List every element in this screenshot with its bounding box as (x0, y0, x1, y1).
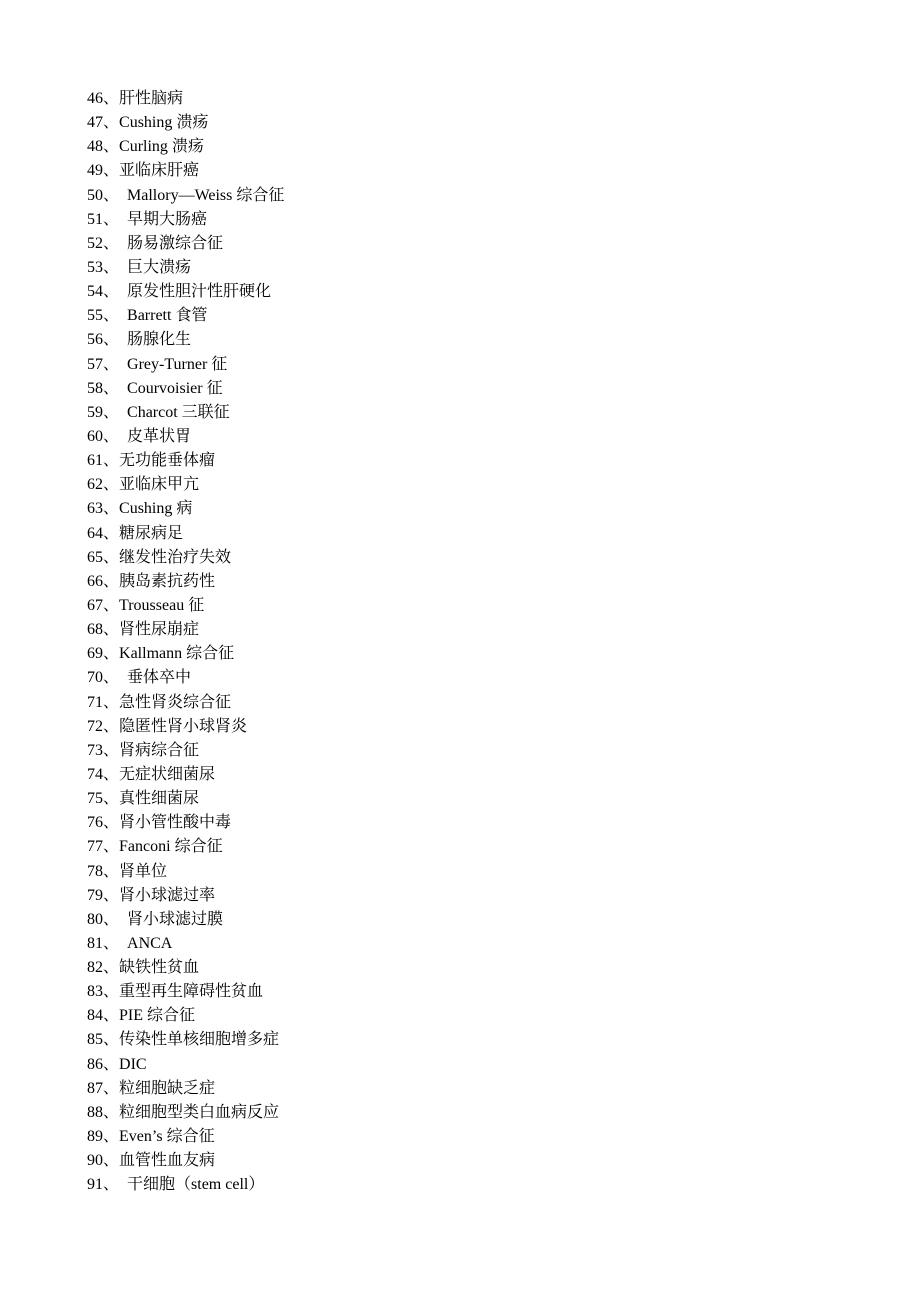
term-separator: 、 (103, 210, 120, 228)
list-item (87, 1149, 284, 1173)
term-text: 原发性胆汁性肝硬化 (127, 283, 272, 301)
list-item (87, 377, 284, 401)
term-text: 重型再生障碍性贫血 (119, 983, 264, 1001)
term-text: 糖尿病足 (119, 524, 184, 542)
term-number: 83 (87, 983, 103, 1001)
term-separator: 、 (103, 138, 120, 156)
term-separator: 、 (103, 1007, 120, 1025)
term-separator: 、 (103, 959, 120, 977)
term-text: Cushing 溃疡 (119, 114, 209, 132)
term-separator: 、 (103, 1176, 120, 1194)
list-item (87, 715, 284, 739)
term-text: 血管性血友病 (119, 1152, 216, 1170)
term-separator: 、 (103, 162, 120, 180)
list-item (87, 401, 284, 425)
term-separator: 、 (103, 90, 120, 107)
term-separator: 、 (103, 283, 120, 301)
list-item (87, 208, 284, 232)
term-number: 53 (87, 258, 103, 276)
term-text: 肾病综合征 (119, 741, 200, 759)
term-number: 80 (87, 910, 103, 928)
term-separator: 、 (103, 1079, 120, 1097)
term-separator: 、 (103, 114, 120, 132)
term-number: 88 (87, 1103, 103, 1121)
term-number: 57 (87, 355, 103, 373)
term-separator: 、 (103, 1055, 120, 1073)
term-text: 继发性治疗失效 (119, 548, 232, 566)
term-text: 无功能垂体瘤 (119, 452, 216, 470)
term-text: 无症状细菌尿 (119, 765, 216, 783)
list-item (87, 666, 284, 690)
term-number: 52 (87, 234, 103, 252)
term-text: 早期大肠癌 (127, 210, 208, 228)
term-text: PIE 综合征 (119, 1007, 196, 1025)
term-text: 传染性单核细胞增多症 (119, 1031, 280, 1049)
term-separator: 、 (103, 331, 120, 349)
term-number: 59 (87, 403, 103, 421)
term-text: 亚临床肝癌 (119, 162, 200, 180)
term-separator: 、 (103, 355, 120, 373)
term-text: Trousseau 征 (119, 596, 205, 614)
term-number: 60 (87, 427, 103, 445)
list-item (87, 570, 284, 594)
term-separator: 、 (103, 645, 120, 663)
term-number: 46 (87, 90, 103, 107)
term-separator: 、 (103, 693, 120, 711)
list-item (87, 835, 284, 859)
list-item (87, 497, 284, 521)
term-separator: 、 (103, 741, 120, 759)
term-separator: 、 (103, 838, 120, 856)
term-separator: 、 (103, 814, 120, 832)
list-item (87, 980, 284, 1004)
term-number: 85 (87, 1031, 103, 1049)
term-separator: 、 (103, 886, 120, 904)
list-item (87, 184, 284, 208)
term-text: Grey-Turner 征 (127, 355, 228, 373)
term-number: 49 (87, 162, 103, 180)
term-number: 77 (87, 838, 103, 856)
term-separator: 、 (103, 717, 120, 735)
term-separator: 、 (103, 910, 120, 928)
list-item (87, 763, 284, 787)
term-number: 62 (87, 476, 103, 494)
list-item (87, 594, 284, 618)
term-number: 67 (87, 596, 103, 614)
list-item (87, 860, 284, 884)
term-number: 81 (87, 934, 103, 952)
list-item (87, 956, 284, 980)
term-number: 54 (87, 283, 103, 301)
term-number: 72 (87, 717, 103, 735)
term-separator: 、 (103, 427, 120, 445)
term-separator: 、 (103, 1128, 120, 1146)
term-text: Even’s 综合征 (119, 1128, 215, 1146)
term-separator: 、 (103, 862, 120, 880)
term-separator: 、 (103, 307, 120, 325)
list-item (87, 159, 284, 183)
term-text: 隐匿性肾小球肾炎 (119, 717, 248, 735)
term-text: 粒细胞缺乏症 (119, 1079, 216, 1097)
term-separator: 、 (103, 765, 120, 783)
term-separator: 、 (103, 983, 120, 1001)
term-number: 78 (87, 862, 103, 880)
term-number: 90 (87, 1152, 103, 1170)
term-separator: 、 (103, 621, 120, 639)
list-item (87, 739, 284, 763)
term-number: 76 (87, 814, 103, 832)
term-text: 亚临床甲亢 (119, 476, 200, 494)
term-separator: 、 (103, 524, 120, 542)
term-separator: 、 (103, 186, 120, 204)
term-text: 急性肾炎综合征 (119, 693, 232, 711)
list-item (87, 908, 284, 932)
term-number: 71 (87, 693, 103, 711)
list-item (87, 256, 284, 280)
term-text: 巨大溃疡 (127, 258, 192, 276)
list-item (87, 1077, 284, 1101)
term-text: 缺铁性贫血 (119, 959, 200, 977)
term-number: 89 (87, 1128, 103, 1146)
term-text: 肾小管性酸中毒 (119, 814, 232, 832)
term-separator: 、 (103, 572, 120, 590)
term-separator: 、 (103, 452, 120, 470)
list-item (87, 111, 284, 135)
term-separator: 、 (103, 596, 120, 614)
term-separator: 、 (103, 1152, 120, 1170)
list-item (87, 425, 284, 449)
term-text: 皮革状胃 (127, 427, 192, 445)
list-item (87, 811, 284, 835)
term-text: Kallmann 综合征 (119, 645, 235, 663)
term-separator: 、 (103, 548, 120, 566)
list-item (87, 691, 284, 715)
term-separator: 、 (103, 379, 120, 397)
term-text: 肾单位 (119, 862, 168, 880)
term-number: 79 (87, 886, 103, 904)
term-text: Barrett 食管 (127, 307, 208, 325)
term-number: 74 (87, 765, 103, 783)
term-number: 63 (87, 500, 103, 518)
term-number: 58 (87, 379, 103, 397)
term-text: Mallory—Weiss 综合征 (127, 186, 285, 204)
list-item (87, 328, 284, 352)
term-separator: 、 (103, 403, 120, 421)
term-number: 73 (87, 741, 103, 759)
term-text: 胰岛素抗药性 (119, 572, 216, 590)
term-text: Courvoisier 征 (127, 379, 223, 397)
list-item (87, 87, 284, 111)
list-item (87, 1004, 284, 1028)
list-item (87, 1173, 284, 1197)
list-item (87, 1053, 284, 1077)
term-text: ANCA (127, 934, 173, 952)
term-number: 69 (87, 645, 103, 663)
list-item (87, 884, 284, 908)
term-text: Cushing 病 (119, 500, 193, 518)
term-number: 64 (87, 524, 103, 542)
term-separator: 、 (103, 500, 120, 518)
term-text: 粒细胞型类白血病反应 (119, 1103, 280, 1121)
term-number: 65 (87, 548, 103, 566)
term-text: 肠腺化生 (127, 331, 192, 349)
term-separator: 、 (103, 476, 120, 494)
term-number: 55 (87, 307, 103, 325)
term-separator: 、 (103, 234, 120, 252)
list-item (87, 304, 284, 328)
list-item (87, 232, 284, 256)
list-item (87, 642, 284, 666)
list-item (87, 280, 284, 304)
list-item (87, 787, 284, 811)
list-item (87, 932, 284, 956)
term-number: 82 (87, 959, 103, 977)
term-separator: 、 (103, 1031, 120, 1049)
list-item (87, 522, 284, 546)
term-text: 肾性尿崩症 (119, 621, 200, 639)
list-item (87, 135, 284, 159)
term-text: Curling 溃疡 (119, 138, 204, 156)
list-item (87, 473, 284, 497)
term-separator: 、 (103, 1103, 120, 1121)
term-text: 肾小球滤过膜 (127, 910, 224, 928)
term-number: 48 (87, 138, 103, 156)
term-number: 66 (87, 572, 103, 590)
term-separator: 、 (103, 790, 120, 808)
term-number: 47 (87, 114, 103, 132)
term-number: 75 (87, 790, 103, 808)
term-separator: 、 (103, 258, 120, 276)
term-text: Fanconi 综合征 (119, 838, 223, 856)
term-number: 56 (87, 331, 103, 349)
term-number: 86 (87, 1055, 103, 1073)
term-separator: 、 (103, 669, 120, 687)
term-text: DIC (119, 1055, 147, 1073)
term-text: 垂体卒中 (127, 669, 192, 687)
list-item (87, 449, 284, 473)
term-number: 84 (87, 1007, 103, 1025)
term-number: 91 (87, 1176, 103, 1194)
term-list (87, 87, 284, 1197)
term-text: 肠易激综合征 (127, 234, 224, 252)
term-number: 87 (87, 1079, 103, 1097)
term-text: 干细胞（stem cell） (127, 1176, 265, 1194)
term-number: 50 (87, 186, 103, 204)
list-item (87, 353, 284, 377)
list-item (87, 1028, 284, 1052)
term-text: 真性细菌尿 (119, 790, 200, 808)
list-item (87, 546, 284, 570)
list-item (87, 1125, 284, 1149)
term-number: 61 (87, 452, 103, 470)
term-text: 肝性脑病 (119, 90, 184, 107)
term-number: 51 (87, 210, 103, 228)
list-item (87, 1101, 284, 1125)
term-separator: 、 (103, 934, 120, 952)
list-item (87, 618, 284, 642)
term-text: 肾小球滤过率 (119, 886, 216, 904)
term-number: 68 (87, 621, 103, 639)
term-text: Charcot 三联征 (127, 403, 230, 421)
term-number: 70 (87, 669, 103, 687)
